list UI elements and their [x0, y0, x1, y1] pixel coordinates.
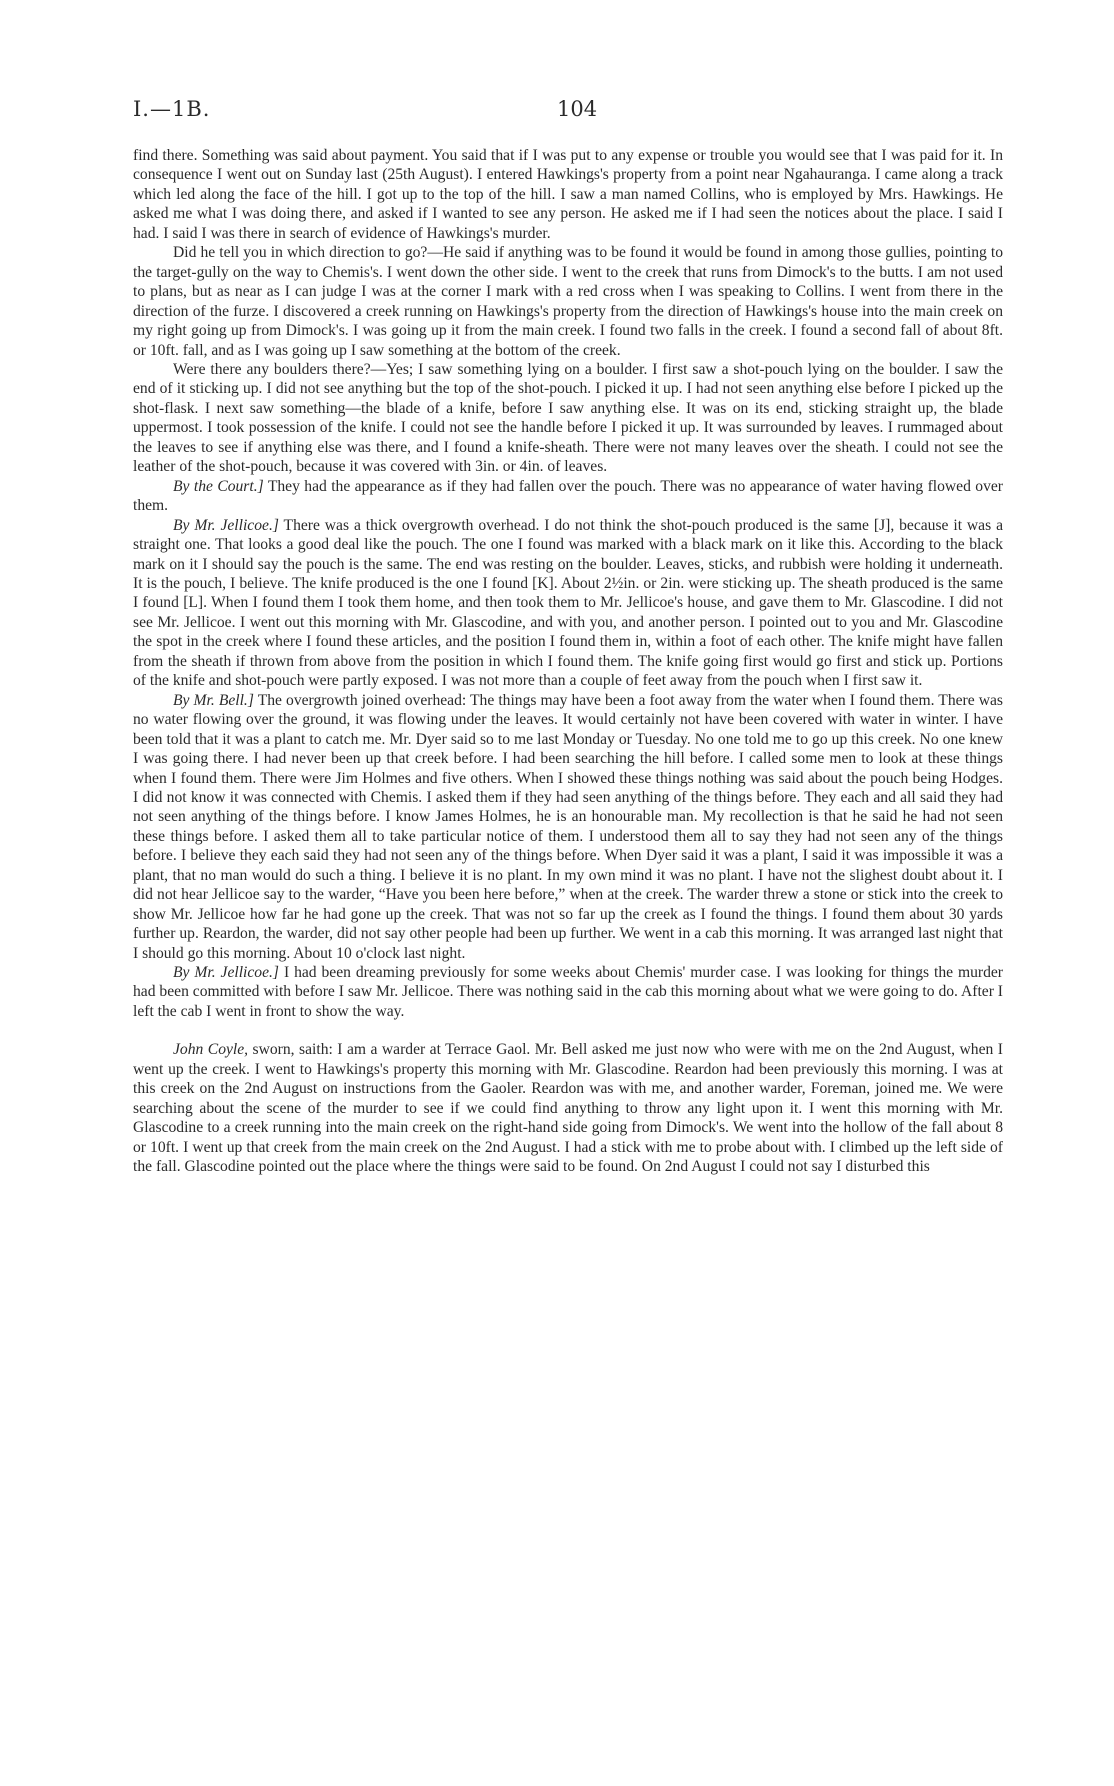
page-header — [133, 97, 1003, 127]
paragraph: By Mr. Bell.] The overgrowth joined overhead: The things may have been a foot away from the water when I found them. There was no water flowing over the ground, it was flowing under the leaves. It would certainly not have been covered with water in winter. I have been told that it was a plant to catch me. Mr. Dyer said so to me last Monday or Tuesday. No one told me to go up this creek. No one knew I was going there. I had never been up that creek before. I had been searching the hill before. I called some men to look at these things when I found them. There were Jim Holmes and five others. When I showed these things nothing was said about the pouch being Hodges. I did not know it was connected with Chemis. I asked them if they had seen anything of the things before. They each and all said they had not seen anything of the things before. I know James Holmes, he is an honourable man. My recollection is that he said he had not seen these things before. I asked them all to take particular notice of them. I understood them all to say they had not seen any of the things before. I believe they each said they had not seen any of the things before. When Dyer said it was a plant, I said it was impossible it was a plant, that no man would do such a thing. I believe it is no plant. In my own mind it was no plant. I have not the slighest doubt about it. I did not hear Jellicoe say to the warder, “Have you been here before,” when at the creek. The warder threw a stone or stick into the creek to show Mr. Jellicoe how far he had gone up the creek. That was not so far up the creek as I found the things. I found them about 30 yards further up. Reardon, the warder, did not say other people had been up further. We went in a cab this morning. It was arranged last night that I should go this morning. About 10 o'clock last night. — [133, 691, 1003, 962]
testimony-text — [133, 146, 1003, 1177]
examiner-lead: By Mr. Jellicoe.] — [173, 964, 279, 982]
paragraph: Did he tell you in which direction to go?—He said if anything was to be found it would be found in among those gullies, pointing to the target-gully on the way to Chemis's. I went down the other side. I went to the creek that runs from Dimock's to the butts. I am not used to plans, but as near as I can judge I was at the corner I mark with a red cross when I was speaking to Collins. I went from there in the direction of the furze. I discovered a creek running on Hawkings's property from the direction of Hawkings's house into the main creek on my right going up from Dimock's. I was going up it from the main creek. I found two falls in the creek. I found a second fall of about 8ft. or 10ft. fall, and as I was going up I saw something at the bottom of the creek. — [133, 244, 1003, 359]
paragraph: By the Court.] They had the appearance as if they had fallen over the pouch. There was no appearance of water having flowed over them. — [133, 477, 1003, 515]
paragraph: find there. Something was said about payment. You said that if I was put to any expense or trouble you would see that I was paid for it. In consequence I went out on Sunday last (25th August). I entered Hawkings's property from a point near Ngahauranga. I came along a track which led along the face of the hill. I got up to the top of the hill. I saw a man named Collins, who is employed by Mrs. Hawkings. He asked me what I was doing there, and asked if I wanted to see any person. He asked me if I had seen the notices about the place. I said I had. I said I was there in search of evidence of Hawkings's murder. — [133, 147, 1003, 242]
paragraph: John Coyle, sworn, saith: I am a warder at Terrace Gaol. Mr. Bell asked me just now who were with me on the 2nd August, when I went up the creek. I went to Hawkings's property this morning with Mr. Glascodine. Reardon had been previously this morning. I was at this creek on the 2nd August on instructions from the Gaoler. Reardon was with me, and another warder, Foreman, joined me. We were searching about the scene of the murder to see if we could find anything to throw any light upon it. I went this morning with Mr. Glascodine to a creek running into the main creek on the right-hand side going from Dimock's. We went into the hollow of the fall about 8 or 10ft. I went up that creek from the main creek on the 2nd August. I had a stick with me to probe about with. I climbed up the left side of the fall. Glascodine pointed out the place where the things were said to be found. On 2nd August I could not say I disturbed this — [133, 1041, 1003, 1176]
examiner-lead: By the Court.] — [173, 477, 264, 495]
examiner-lead: By Mr. Bell.] — [173, 691, 254, 709]
section-reference: I.—1B. — [133, 97, 211, 121]
page-number: 104 — [557, 97, 598, 121]
witness-name: John Coyle, — [173, 1041, 249, 1059]
paragraph: By Mr. Jellicoe.] There was a thick overgrowth overhead. I do not think the shot-pouch produced is the same [J], because it was a straight one. That looks a good deal like the pouch. The one I found was marked with a black mark on it like this. According to the black mark on it I should say the pouch is the same. The end was resting on the boulder. Leaves, sticks, and rubbish were holding it underneath. It is the pouch, I believe. The knife produced is the one I found [K]. About 2½in. or 2in. were sticking up. The sheath produced is the same I found [L]. When I found them I took them home, and then took them to Mr. Jellicoe's house, and gave them to Mr. Glascodine. I did not see Mr. Jellicoe. I went out this morning with Mr. Glascodine, and with you, and another person. I pointed out to you and Mr. Glascodine the spot in the creek where I found these articles, and the position I found them in, within a foot of each other. The knife might have fallen from the sheath if thrown from above from the position in which I found them. The knife going first would go first and stick up. Portions of the knife and shot-pouch were partly exposed. I was not more than a couple of feet away from the pouch when I first saw it. — [133, 516, 1003, 690]
paragraph: Were there any boulders there?—Yes; I saw something lying on a boulder. I first saw a shot-pouch lying on the boulder. I saw the end of it sticking up. I did not see anything but the top of the shot-pouch. I picked it up. I had not seen anything else before I picked up the shot-flask. I next saw something—the blade of a knife, before I saw anything else. It was on its end, sticking straight up, the blade uppermost. I took possession of the knife. I could not see the handle before I picked it up. It was surrounded by leaves. I rummaged about the leaves to see if anything else was there, and I found a knife-sheath. There were not many leaves over the sheath. I could not see the leather of the shot-pouch, because it was covered with 3in. or 4in. of leaves. — [133, 360, 1003, 476]
paragraph: By Mr. Jellicoe.] I had been dreaming previously for some weeks about Chemis' murder case. I was looking for things the murder had been committed with before I saw Mr. Jellicoe. There was nothing said in the cab this morning about what we were going to do. After I left the cab I went in front to show the way. — [133, 964, 1004, 1020]
examiner-lead: By Mr. Jellicoe.] — [173, 516, 279, 534]
